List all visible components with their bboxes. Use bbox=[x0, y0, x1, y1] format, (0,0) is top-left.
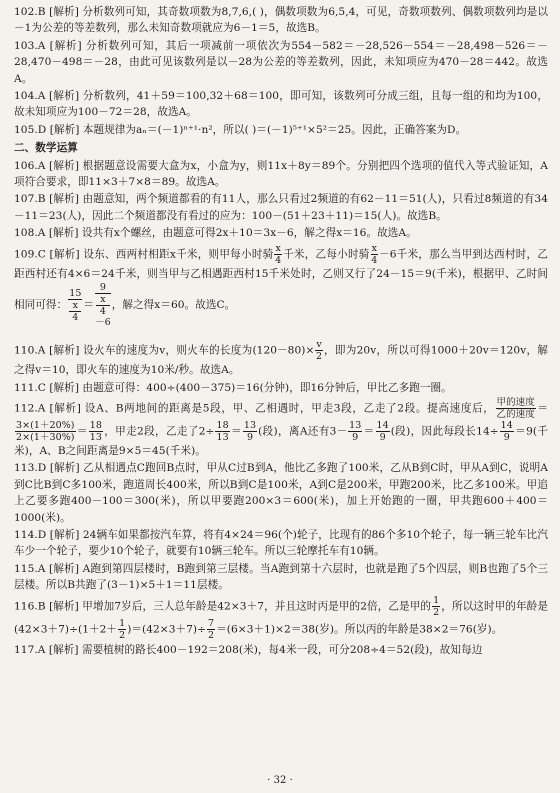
section-heading-math: 二、数学运算 bbox=[14, 142, 78, 155]
fraction-13-9: $\frac{13}{9}$ bbox=[243, 419, 257, 443]
answer-102: 102.B [解析] 分析数列可知，其奇数项数为8,7,6,( )，偶数项数为6,5,4，可见，奇数项数列、偶数项数列均是以－1为公差的等差数列，那么未知奇数项就应为6－1＝5，故选B。 bbox=[14, 6, 548, 35]
fraction-9-over-x4-minus-6: 9 x 4 －6 bbox=[95, 282, 111, 329]
answer-117: 117.A [解析] 需要植树的路长400－192＝208(米)，每4米一段，可分208÷4＝52(段)，故知每边 bbox=[14, 643, 483, 656]
fraction-15-over-x4: 15 x 4 bbox=[69, 287, 82, 323]
fraction-x-over-4-b: $\frac{x}{4}$ bbox=[371, 242, 378, 266]
answer-108: 108.A [解析] 设共有x个螺丝，由题意可得2x＋10＝3x－6，解之得x＝16。故选A。 bbox=[14, 227, 417, 240]
answer-115: 115.A [解析] A跑到第四层楼时，B跑到第三层楼。当A跑到第十六层时，也就是跑了5个四层，则B也跑了5个三层楼。所以B共跑了(3－1)×5＋1＝11层楼。 bbox=[14, 562, 548, 592]
fraction-18-13-b: $\frac{18}{13}$ bbox=[216, 419, 229, 443]
answer-114: 114.D [解析] 24辆车如果都按汽车算，将有4×24＝96(个)轮子，比现有的86个多10个轮子，每一辆三轮车比汽车少一个轮子，要少10个轮子，就要有10辆三轮车。所以三轮摩托车有10辆。 bbox=[14, 528, 548, 558]
answer-104: 104.A [解析] 分析数列，41＋59＝100,32＋68＝100，即可知，该数列可分成三组，且每一组的和均为100，故未知项应为100－72＝28，故选A。 bbox=[14, 90, 548, 119]
fraction-7-2: $\frac{7}{2}$ bbox=[208, 617, 215, 641]
fraction-14-9: $\frac{14}{9}$ bbox=[376, 419, 389, 443]
answer-116: 116.B [解析] 甲增加7岁后，三人总年龄是42×3＋7，并且这时丙是甲的2倍，乙是甲的 $\frac{1}{2}$ ，所以这时甲的年龄是(42×3＋7)÷(1＋2＋ $\frac{1}{2}$ )＝(42×3＋7)÷ $\frac{7}{2}$ ＝(6×3＋1)×2＝38(岁)。所以丙的年龄是38×2＝76(岁)。 bbox=[14, 594, 548, 641]
fraction-speed-ratio: $\frac{\text{甲的速度}}{\text{乙的速度}}$ bbox=[496, 396, 535, 420]
answer-109-text-c: －6千米，那么当甲到达西村时，乙距西村还有4×6＝24千米，则当甲与乙相遇距西村15千米处时，乙则又行了24－15＝9(千米)，根据甲、乙时间相同可得： bbox=[14, 248, 548, 312]
answer-113: 113.D [解析] 乙从相遇点C跑回B点时，甲从C过B到A，他比乙多跑了100米，乙从B到C时，甲从A到C，说明A到C比B到C多100米，跑道周长400米，所以B到C是100米，A到C是200米，甲跑200米，比乙多100米。甲追上乙要多跑400－100＝300(米)，所以甲要跑200×3＝600(米)，加上开始跑的一圈，甲共跑600＋400＝1000(米)。 bbox=[14, 462, 548, 524]
fraction-rate-expression: $\frac{3\times(1+20\%)}{2\times(1+30\%)}$ bbox=[16, 419, 75, 443]
page-number: · 32 · bbox=[267, 774, 293, 786]
answer-109: 109.C [解析] 设东、西两村相距x千米，则甲每小时骑 $\frac{x}{4}$ 千米，乙每小时骑 $\frac{x}{4}$ －6千米，那么当甲到达西村时，乙距西村还有4×6＝24千米，则当甲与乙相遇距西村15千米处时，乙则又行了24－15＝9(千米)，根据甲、乙时间相同可得： 15 x 4 ＝ 9 x 4 －6 ，解之得x＝60。故选C。 bbox=[14, 242, 548, 329]
answer-112: 112.A [解析] 设A、B两地间的距离是5段，甲、乙相遇时，甲走3段，乙走了2段。提高速度后， $\frac{\text{甲的速度}}{\text{乙的速度}}$ ＝ $\frac{3\times(1+20\%)}{2\times(1+30\%)}$ ＝ $\frac{18}{13}$ ，甲走2段，乙走了2÷ $\frac{18}{13}$ ＝ $\frac{13}{9}$ (段)，离A还有3－ $\frac{13}{9}$ ＝ $\frac{14}{9}$ (段)，因此每段长14÷ $\frac{14}{9}$ ＝9(千米)，A、B之间距离是9×5＝45(千米)。 bbox=[14, 396, 548, 457]
answer-109-text-b: 千米，乙每小时骑 bbox=[282, 248, 370, 261]
answer-109-text-a: 109.C [解析] 设东、西两村相距x千米，则甲每小时骑 bbox=[14, 248, 274, 261]
answer-109-text-d: ，解之得x＝60。故选C。 bbox=[111, 299, 236, 312]
answer-107: 107.B [解析] 由题意知，两个频道都看的有11人，那么只看过2频道的有62－11＝51(人)，只看过8频道的有34－11＝23(人)，因此二个频道都没有看过的应为：100－(51＋23＋11)＝15(人)。故选B。 bbox=[14, 193, 548, 222]
fraction-1-2: $\frac{1}{2}$ bbox=[433, 594, 440, 618]
spacer bbox=[14, 329, 548, 339]
answer-103: 103.A [解析] 分析数列可知，其后一项减前一项依次为554－582＝－28,526－554＝－28,498－526＝－28,470－498＝－28，由此可见该数列是以－28为公差的等差数列，因此，未知项应为470－28＝442。故选A。 bbox=[14, 39, 548, 85]
answer-105: 105.D [解析] 本题规律为aₙ＝(－1)ⁿ⁺¹·n²，所以( )＝(－1)⁵⁺¹×5²＝25。因此，正确答案为D。 bbox=[14, 123, 467, 136]
answer-106: 106.A [解析] 根据题意设需要大盒为x，小盒为y，则11x＋8y＝89个。分别把四个选项的值代入等式验证知，A项符合要求，即11×3＋7×8＝89。故选A。 bbox=[14, 159, 548, 189]
fraction-14-9-b: $\frac{14}{9}$ bbox=[500, 419, 513, 443]
answer-110: 110.A [解析] 设火车的速度为v，则火车的长度为(120－80)× $\frac{v}{2}$ ，即为20v，所以可得1000＋20v＝120v，解之得v＝10，即火车的速度为10米/秒。故选A。 bbox=[14, 339, 548, 377]
fraction-18-13: $\frac{18}{13}$ bbox=[89, 419, 102, 443]
fraction-13-9-b: $\frac{13}{9}$ bbox=[349, 419, 362, 443]
fraction-1-2-b: $\frac{1}{2}$ bbox=[119, 617, 126, 641]
fraction-x-over-4: $\frac{x}{4}$ bbox=[275, 242, 282, 266]
answer-111: 111.C [解析] 由题意可得：400÷(400－375)＝16(分钟)，即16分钟后，甲比乙多跑一圈。 bbox=[14, 381, 452, 394]
fraction-v-over-2: $\frac{v}{2}$ bbox=[316, 339, 323, 363]
